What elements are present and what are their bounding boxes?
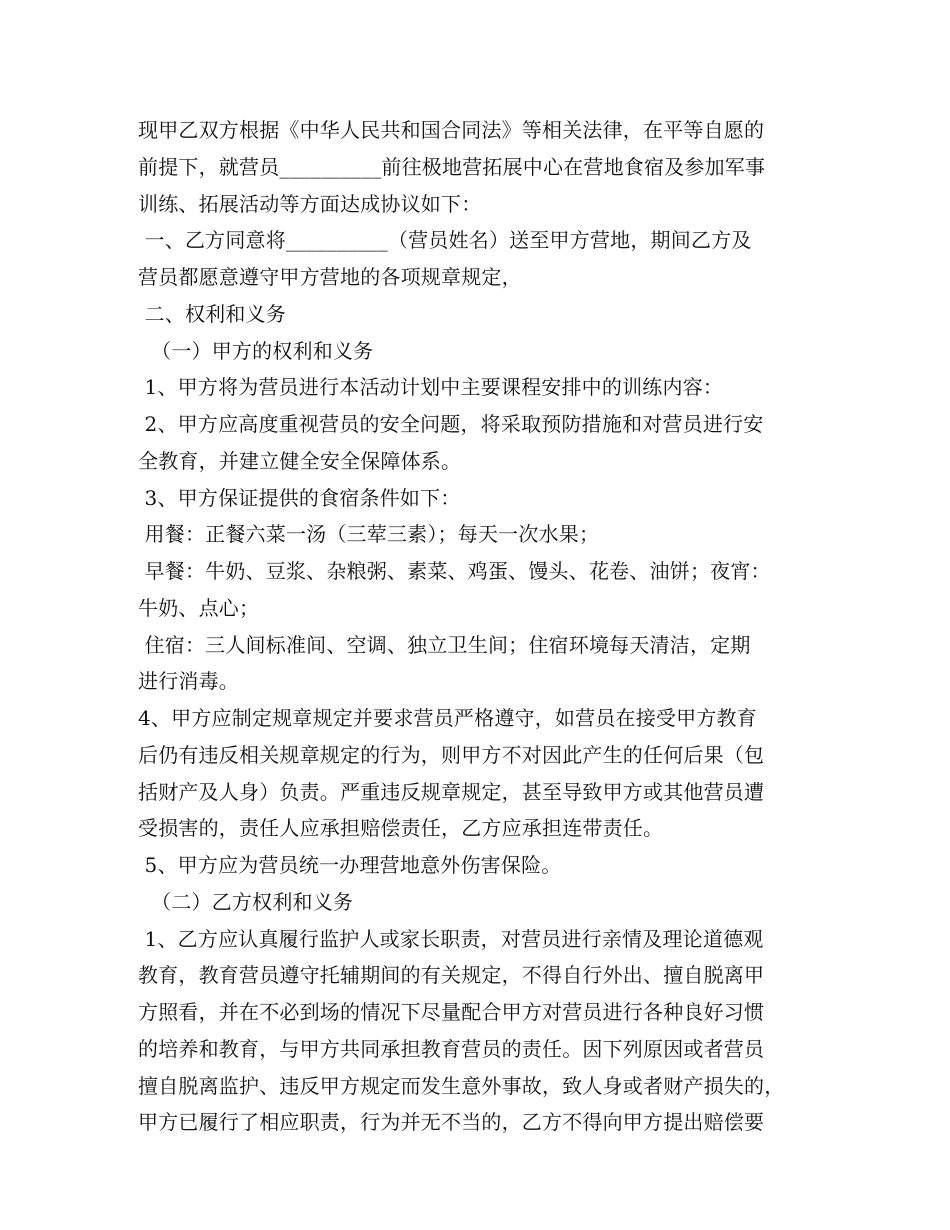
document-body xyxy=(138,112,828,1141)
text-line: 训练、拓展活动等方面达成协议如下： xyxy=(138,191,482,216)
text-line: 5、甲方应为营员统一办理营地意外伤害保险。 xyxy=(138,853,562,877)
text-line: 一、乙方同意将__________（营员姓名）送至甲方营地，期间乙方及 xyxy=(138,228,752,253)
text-line: 前提下，就营员__________前往极地营拓展中心在营地食宿及参加军事 xyxy=(138,154,766,179)
text-line: 括财产及人身）负责。严重违反规章规定，甚至导致甲方或其他营员遭 xyxy=(138,779,765,804)
text-line: 营员都愿意遵守甲方营地的各项规章规定， xyxy=(138,265,522,289)
text-line: 后仍有违反相关规章规定的行为，则甲方不对因此产生的任何后果（包 xyxy=(138,742,765,767)
text-line: 1、乙方应认真履行监护人或家长职责，对营员进行亲情及理论道德观 xyxy=(138,926,764,951)
text-line: 早餐：牛奶、豆浆、杂粮粥、素菜、鸡蛋、馒头、花卷、油饼；夜宵： xyxy=(138,559,771,583)
text-line: 住宿：三人间标准间、空调、独立卫生间；住宿环境每天清洁，定期 xyxy=(138,632,751,657)
text-line: 用餐：正餐六菜一汤（三荤三素）；每天一次水果； xyxy=(138,522,600,547)
section-heading: 二、权利和义务 xyxy=(138,301,286,326)
text-line: 2、甲方应高度重视营员的安全问题，将采取预防措施和对营员进行安 xyxy=(138,412,764,436)
text-line: 牛奶、点心； xyxy=(138,595,260,620)
subsection-heading: （一）甲方的权利和义务 xyxy=(138,338,374,363)
text-line: 全教育，并建立健全安全保障体系。 xyxy=(138,448,462,473)
text-line: 4、甲方应制定规章规定并要求营员严格遵守，如营员在接受甲方教育 xyxy=(138,706,757,730)
text-line: 进行消毒。 xyxy=(138,669,239,694)
text-line: 方照看，并在不必到场的情况下尽量配合甲方对营员进行各种良好习惯 xyxy=(138,1000,765,1024)
text-line: 的培养和教育，与甲方共同承担教育营员的责任。因下列原因或者营员 xyxy=(138,1036,765,1061)
text-line: 受损害的，责任人应承担赔偿责任，乙方应承担连带责任。 xyxy=(138,816,664,841)
text-line: 3、甲方保证提供的食宿条件如下： xyxy=(138,485,461,510)
subsection-heading: （二）乙方权利和义务 xyxy=(138,889,354,914)
text-line: 现甲乙双方根据《中华人民共和国合同法》等相关法律，在平等自愿的 xyxy=(138,118,765,142)
text-line: 教育，教育营员遵守托辅期间的有关规定，不得自行外出、擅自脱离甲 xyxy=(138,963,765,988)
text-line: 甲方已履行了相应职责，行为并无不当的，乙方不得向甲方提出赔偿要 xyxy=(138,1110,765,1135)
text-line: 1、甲方将为营员进行本活动计划中主要课程安排中的训练内容： xyxy=(138,375,724,400)
text-line: 擅自脱离监护、违反甲方规定而发生意外事故，致人身或者财产损失的， xyxy=(138,1073,785,1098)
